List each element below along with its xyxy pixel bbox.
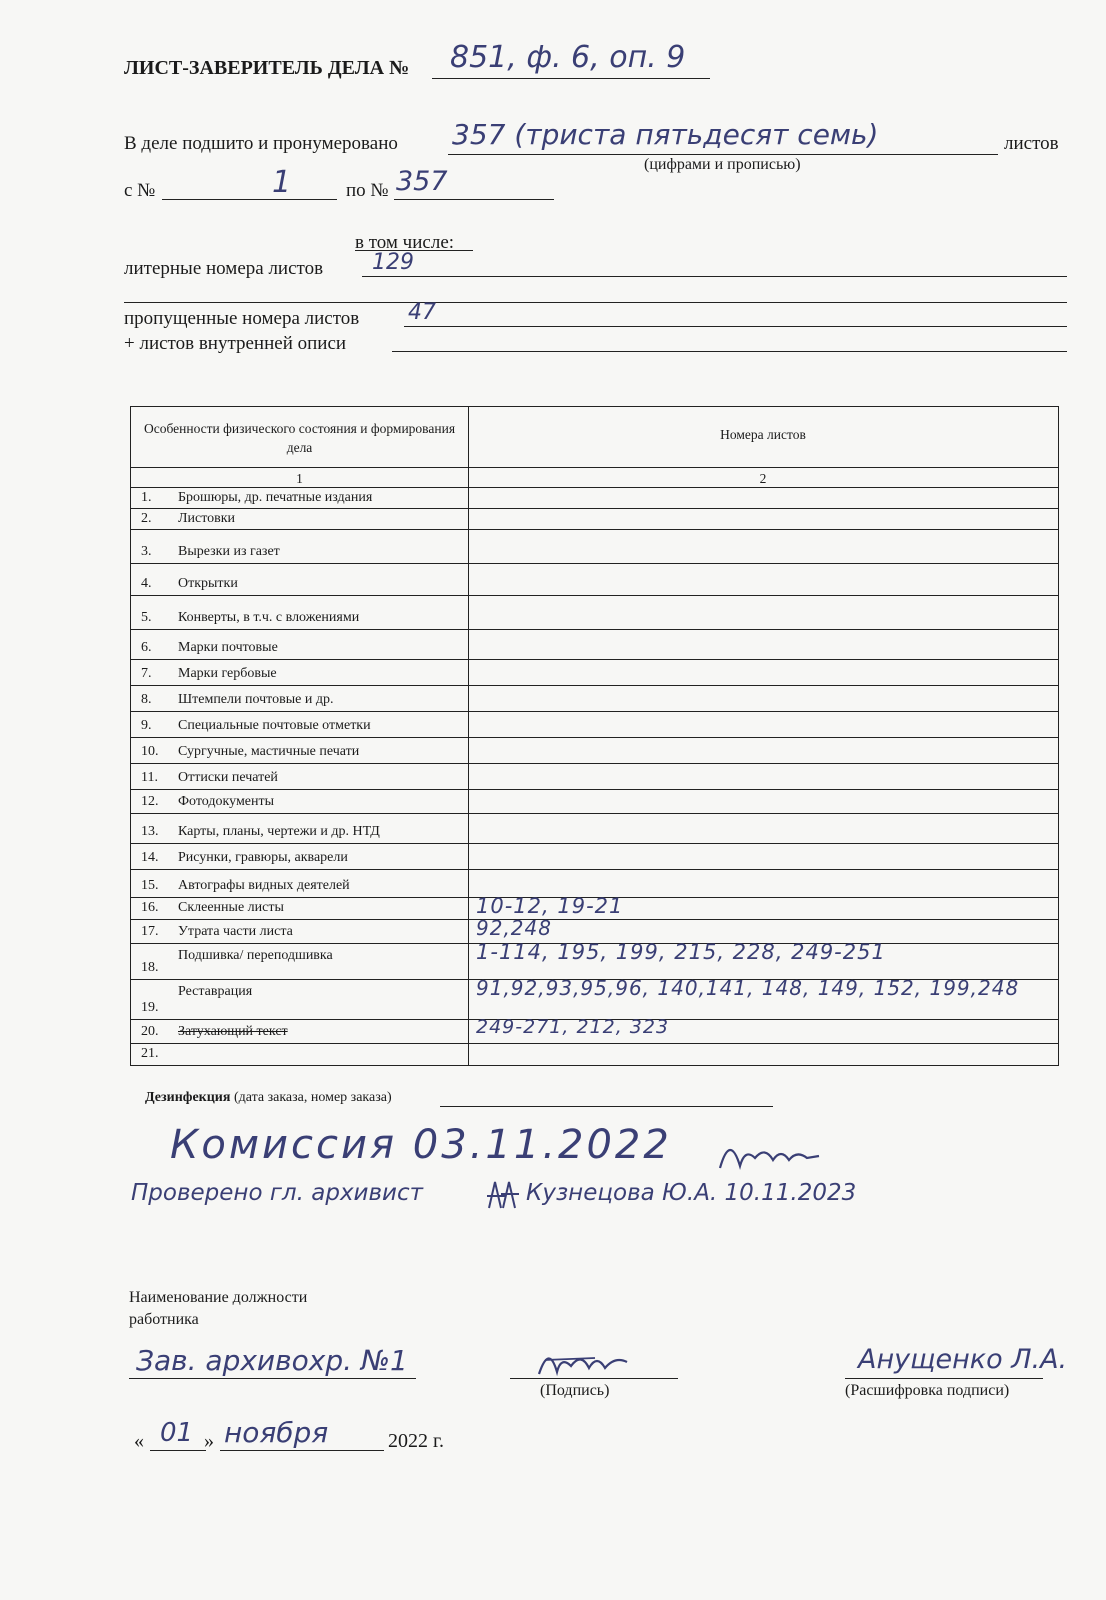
checked-name: Кузнецова Ю.А. 10.11.2023 [526, 1180, 857, 1206]
signature-icon [535, 1338, 635, 1382]
row-number: 9. [141, 718, 152, 733]
row-feature-name: Рисунки, гравюры, акварели [178, 850, 348, 865]
date-open-quote: « [134, 1430, 144, 1452]
disinfection-label-bold: Дезинфекция [145, 1090, 231, 1105]
position-line [129, 1378, 416, 1379]
row-sheet-numbers: 10-12, 19-21 [476, 894, 624, 918]
from-value: 1 [272, 165, 292, 200]
missing-numbers-line [404, 326, 1067, 327]
row-number: 20. [141, 1024, 159, 1039]
table-index-row [131, 467, 1058, 488]
table-row [131, 976, 1058, 1020]
case-number: 851, ф. 6, оп. 9 [450, 40, 686, 75]
table-row [131, 595, 1058, 630]
row-feature-name: Специальные почтовые отметки [178, 718, 371, 733]
row-number: 5. [141, 610, 152, 625]
row-feature-name: Фотодокументы [178, 794, 275, 809]
letter-numbers-label: литерные номера листов [124, 258, 324, 279]
row-sheet-numbers: 1-114, 195, 199, 215, 228, 249-251 [476, 940, 886, 964]
row-number: 15. [141, 878, 159, 893]
missing-numbers-label: пропущенные номера листов [124, 308, 360, 329]
letter-numbers-line [362, 276, 1067, 277]
row-feature-name: Затухающий текст [178, 1024, 288, 1039]
from-label: с № [124, 180, 156, 201]
table-col1-header: Особенности физического состояния и формирования дела [143, 421, 456, 455]
row-number: 19. [141, 1000, 159, 1015]
table-row [131, 813, 1058, 844]
row-number: 17. [141, 924, 159, 939]
missing-numbers-value: 47 [408, 300, 436, 325]
row-number: 6. [141, 640, 152, 655]
row-sheet-numbers: 249-271, 212, 323 [476, 1016, 670, 1038]
to-label: по № [346, 180, 389, 201]
including-title: в том числе: [355, 232, 455, 253]
row-number: 12. [141, 794, 159, 809]
table-row [131, 1016, 1058, 1044]
sheets-count-line [448, 154, 998, 155]
table-row [131, 1043, 1058, 1066]
table-row [131, 843, 1058, 870]
row-feature-name: Подшивка/ переподшивка [178, 948, 333, 963]
row-number: 3. [141, 544, 152, 559]
table-row [131, 659, 1058, 686]
blank-line-1 [124, 302, 1067, 303]
table-row [131, 737, 1058, 764]
date-close-quote: » [204, 1430, 214, 1452]
row-feature-name: Открытки [178, 576, 238, 591]
row-number: 18. [141, 960, 159, 975]
row-sheet-numbers: 92,248 [476, 916, 552, 940]
table-col2-index: 2 [759, 471, 767, 486]
row-feature-name: Листовки [178, 511, 236, 526]
disinfection-label [145, 1090, 392, 1106]
row-feature-name: Вырезки из газет [178, 544, 280, 559]
row-feature-name: Марки почтовые [178, 640, 278, 655]
signature-label: (Подпись) [540, 1382, 610, 1399]
row-feature-name: Утрата части листа [178, 924, 293, 939]
case-number-line [432, 78, 710, 79]
row-feature-name: Карты, планы, чертежи и др. НТД [178, 824, 380, 839]
row-number: 8. [141, 692, 152, 707]
row-feature-name: Марки гербовые [178, 666, 277, 681]
sheets-count-text: 357 (триста пятьдесят семь) [452, 118, 879, 151]
row-number: 7. [141, 666, 152, 681]
sheets-label: В деле подшито и пронумеровано [124, 133, 398, 154]
table-row [131, 487, 1058, 509]
row-number: 2. [141, 511, 152, 526]
checked-signature-icon [483, 1178, 523, 1212]
table-row [131, 894, 1058, 920]
inventory-label: + листов внутренней описи [124, 333, 347, 354]
commission-text: Комиссия 03.11.2022 [170, 1122, 672, 1168]
to-value: 357 [396, 166, 448, 197]
date-month-line [220, 1450, 384, 1451]
position-value: Зав. архивохр. №1 [136, 1344, 408, 1377]
document-title: ЛИСТ-ЗАВЕРИТЕЛЬ ДЕЛА № [124, 57, 410, 79]
row-feature-name: Брошюры, др. печатные издания [178, 490, 373, 505]
table-row [131, 563, 1058, 596]
table-col2-header: Номера листов [720, 427, 806, 442]
checked-text: Проверено гл. архивист [131, 1180, 424, 1206]
date-day: 01 [160, 1418, 194, 1448]
to-line [394, 199, 554, 200]
table-col1-index: 1 [296, 471, 303, 486]
row-number: 4. [141, 576, 152, 591]
row-number: 21. [141, 1046, 159, 1061]
table-row [131, 685, 1058, 712]
table-row [131, 529, 1058, 564]
condition-table [130, 406, 1059, 1066]
table-row [131, 711, 1058, 738]
row-number: 16. [141, 900, 159, 915]
sheets-hint: (цифрами и прописью) [644, 156, 801, 173]
row-feature-name: Автографы видных деятелей [178, 878, 350, 893]
table-row [131, 940, 1058, 980]
row-feature-name: Сургучные, мастичные печати [178, 744, 360, 759]
date-day-line [150, 1450, 206, 1451]
table-row [131, 763, 1058, 790]
row-number: 10. [141, 744, 159, 759]
date-month: ноября [224, 1416, 329, 1449]
row-number: 13. [141, 824, 159, 839]
table-row [131, 508, 1058, 530]
table-row [131, 789, 1058, 814]
from-line [162, 199, 337, 200]
decode-line [845, 1378, 1043, 1379]
row-number: 14. [141, 850, 159, 865]
position-label-1: Наименование должности [129, 1289, 308, 1306]
row-feature-name: Оттиски печатей [178, 770, 278, 785]
row-feature-name: Реставрация [178, 984, 253, 999]
row-number: 1. [141, 490, 152, 505]
row-sheet-numbers: 91,92,93,95,96, 140,141, 148, 149, 152, 199,248 [476, 976, 1020, 1000]
disinfection-label-rest: (дата заказа, номер заказа) [233, 1090, 392, 1105]
decode-value: Анущенко Л.А. [858, 1344, 1068, 1375]
table-row [131, 629, 1058, 660]
row-feature-name: Конверты, в т.ч. с вложениями [178, 610, 360, 625]
row-feature-name: Склеенные листы [178, 900, 284, 915]
sheets-suffix: листов [1004, 133, 1059, 154]
position-label-2: работника [129, 1311, 199, 1328]
letter-numbers-value: 129 [372, 250, 414, 275]
decode-label: (Расшифровка подписи) [845, 1382, 1010, 1399]
disinfection-line [440, 1106, 773, 1107]
commission-signature-icon [715, 1128, 825, 1178]
inventory-line [392, 351, 1067, 352]
date-year: 2022 г. [388, 1430, 444, 1452]
row-number: 11. [141, 770, 158, 785]
row-feature-name: Штемпели почтовые и др. [178, 692, 334, 707]
